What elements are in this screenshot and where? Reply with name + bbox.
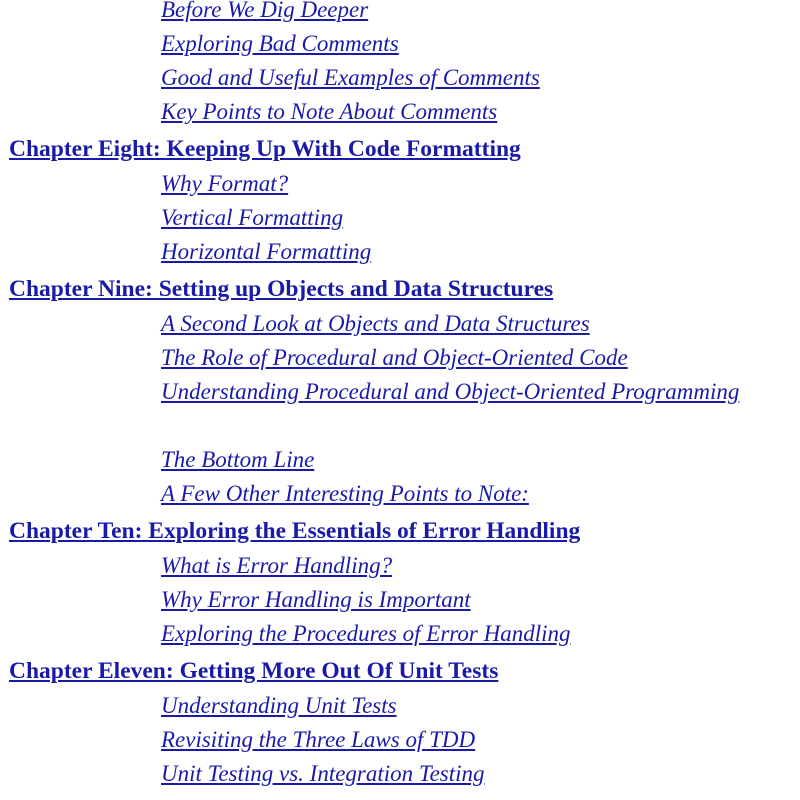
toc-section-link[interactable]: The Bottom Line bbox=[161, 447, 315, 472]
toc-section-link[interactable]: Before We Dig Deeper bbox=[161, 0, 369, 22]
toc-chapter-link[interactable]: Chapter Eight: Keeping Up With Code Formatting bbox=[9, 136, 521, 162]
toc-section-link[interactable]: Key Points to Note About Comments bbox=[161, 99, 498, 124]
toc-section-link[interactable]: Exploring Bad Comments bbox=[161, 31, 399, 56]
toc-section-link[interactable]: Good and Useful Examples of Comments bbox=[161, 65, 540, 90]
toc-chapter-link[interactable]: Chapter Nine: Setting up Objects and Data Structures bbox=[9, 276, 554, 302]
toc-section-link[interactable]: What is Error Handling? bbox=[161, 553, 393, 578]
toc-chapter-link[interactable]: Chapter Eleven: Getting More Out Of Unit Tests bbox=[9, 658, 499, 684]
toc-section-link[interactable]: Revisiting the Three Laws of TDD bbox=[161, 727, 476, 752]
toc-section-link[interactable]: Why Error Handling is Important bbox=[161, 587, 471, 612]
toc-section-link[interactable]: Understanding Unit Tests bbox=[161, 693, 397, 718]
toc-section-link[interactable]: Unit Testing vs. Integration Testing bbox=[161, 761, 485, 786]
toc-section-link[interactable]: Understanding Procedural and Object-Oriented Programming bbox=[161, 379, 740, 404]
toc-block bbox=[0, 267, 800, 509]
toc-block bbox=[0, 649, 800, 789]
toc-block bbox=[0, 509, 800, 649]
toc-section-link[interactable]: Vertical Formatting bbox=[161, 205, 344, 230]
toc-block bbox=[0, 0, 800, 127]
toc-chapter-link[interactable]: Chapter Ten: Exploring the Essentials of Error Handling bbox=[9, 518, 581, 544]
toc-section-link[interactable]: Why Format? bbox=[161, 171, 289, 196]
toc-section-link[interactable]: A Second Look at Objects and Data Structures bbox=[161, 311, 590, 336]
toc-block bbox=[0, 127, 800, 267]
toc-section-link[interactable]: The Role of Procedural and Object-Oriented Code bbox=[161, 345, 628, 370]
toc-section-link[interactable]: A Few Other Interesting Points to Note: bbox=[161, 481, 529, 506]
toc-section-link[interactable]: Horizontal Formatting bbox=[161, 239, 372, 264]
toc-section-link[interactable]: Exploring the Procedures of Error Handling bbox=[161, 621, 571, 646]
